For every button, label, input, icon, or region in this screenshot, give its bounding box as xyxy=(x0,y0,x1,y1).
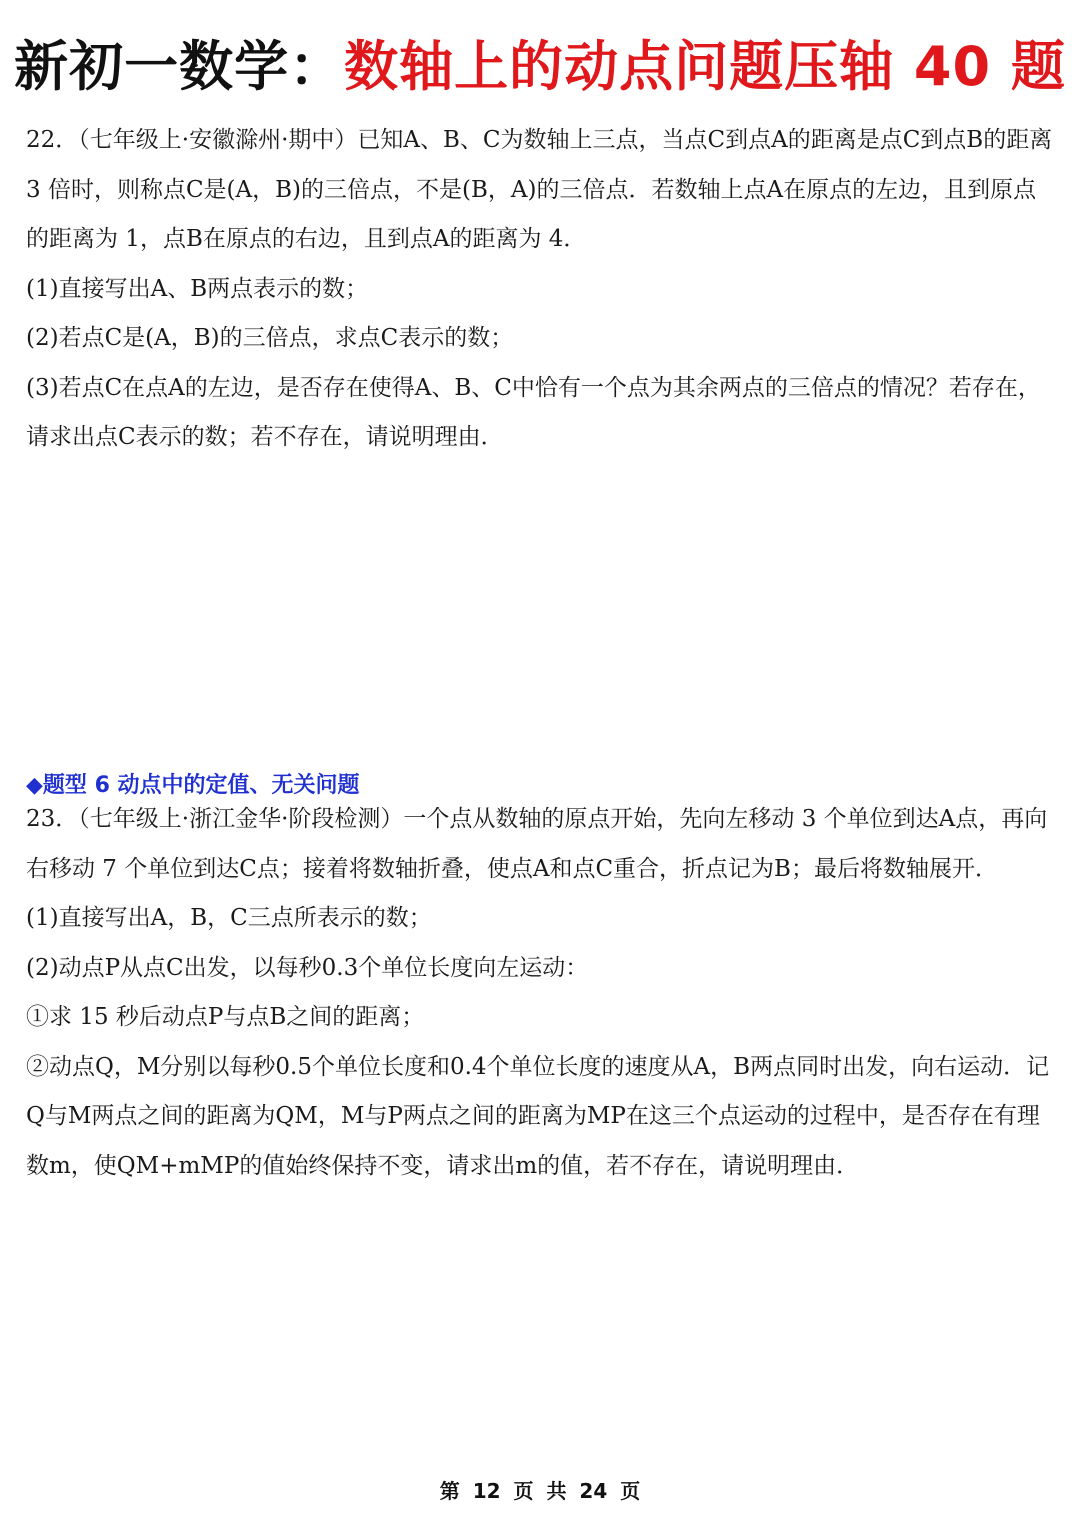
problem-22-question-1: (1)直接写出A、B两点表示的数； xyxy=(26,275,369,302)
problem-22 xyxy=(26,116,1056,463)
problem-23 xyxy=(26,795,1056,1191)
banner-title-prefix: 新初一数学： xyxy=(14,35,345,98)
problem-22-question-3: (3)若点C在点A的左边，是否存在使得A、B、C中恰有一个点为其余两点的三倍点的情况？若存在，请求出点C表示的数；若不存在，请说明理由． xyxy=(26,374,1041,450)
page-number-footer: 第 12 页 共 24 页 xyxy=(439,1479,641,1503)
problem-22-stem: 22．（七年级上·安徽滁州·期中）已知A、B、C为数轴上三点，当点C到点A的距离是点C到点B的距离 3 倍时，则称点C是(A，B)的三倍点，不是(B，A)的三倍点．若数轴上点A在原点的左边，且到原点的距离为 1，点B在原点的右边，且到点A的距离为 4． xyxy=(26,127,1053,252)
section-heading-type-6: ◆题型 6 动点中的定值、无关问题 xyxy=(26,773,360,798)
problem-23-question-2a: ①求 15 秒后动点P与点B之间的距离； xyxy=(26,1004,425,1030)
banner-title-main: 数轴上的动点问题压轴 40 题 xyxy=(344,35,1066,98)
page-banner-title xyxy=(0,22,1080,112)
problem-23-question-1: (1)直接写出A，B，C三点所表示的数； xyxy=(26,905,432,931)
problem-22-question-2: (2)若点C是(A，B)的三倍点，求点C表示的数； xyxy=(26,325,514,351)
problem-23-question-2: (2)动点P从点C出发，以每秒0.3个单位长度向左运动： xyxy=(26,954,589,981)
problem-23-question-2b: ②动点Q，M分别以每秒0.5个单位长度和0.4个单位长度的速度从A，B两点同时出发，向右运动．记Q与M两点之间的距离为QM，M与P两点之间的距离为MP在这三个点运动的过程中，是否存在有理数m，使QM+mMP的值始终保持不变，请求出m的值，若不存在，请说明理由． xyxy=(26,1053,1050,1179)
problem-23-stem: 23．（七年级上·浙江金华·阶段检测）一个点从数轴的原点开始，先向左移动 3 个单位到达A点，再向右移动 7 个单位到达C点；接着将数轴折叠，使点A和点C重合，折点记为B；最后将数轴展开． xyxy=(26,806,1048,882)
